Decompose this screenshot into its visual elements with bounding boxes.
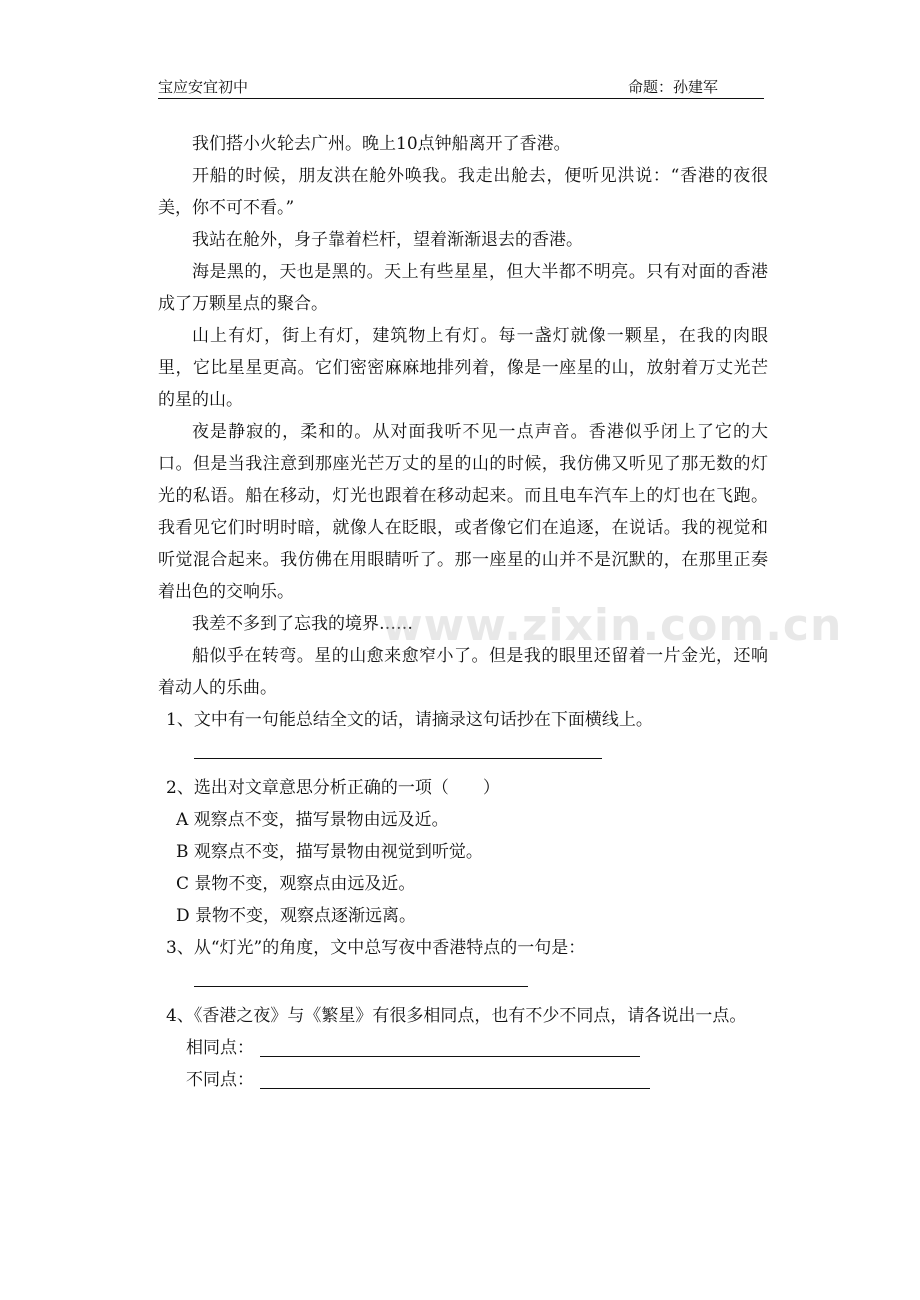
passage-paragraph-5: 山上有灯，街上有灯，建筑物上有灯。每一盏灯就像一颗星，在我的肉眼里，它比星星更高。它们密密麻麻地排列着，像是一座星的山，放射着万丈光芒的星的山。 [158,326,768,410]
question-2: 2、选出对文章意思分析正确的一项（ ） [166,778,500,798]
same-point-label: 相同点： [186,1038,254,1058]
question-2-option-c[interactable]: C 景物不变，观察点由远及近。 [176,874,416,894]
same-point-row [158,1032,768,1064]
different-point-label: 不同点： [186,1070,254,1090]
page-header [158,74,764,99]
header-author: 命题：孙建军 [628,78,719,96]
question-2-option-b[interactable]: B 观察点不变，描写景物由视觉到听觉。 [176,842,483,862]
question-2-option-d[interactable]: D 景物不变，观察点逐渐远离。 [176,906,417,926]
question-2-option-a[interactable]: A 观察点不变，描写景物由远及近。 [176,810,449,830]
question-4: 4、《香港之夜》与《繁星》有很多相同点，也有不少不同点，请各说出一点。 [166,1006,747,1026]
passage-paragraph-7: 我差不多到了忘我的境界…… [192,614,413,634]
question-3-answer-area[interactable] [158,964,768,996]
question-1-answer-line [194,758,602,759]
different-point-row [158,1064,768,1096]
passage-paragraph-3: 我站在舱外，身子靠着栏杆，望着渐渐退去的香港。 [192,230,583,250]
passage-paragraph-2: 开船的时候，朋友洪在舱外唤我。我走出舱去，便听见洪说：“香港的夜很美，你不可不看。” [158,166,768,218]
question-1-answer-area[interactable] [158,736,768,768]
different-point-answer-line[interactable] [260,1088,650,1089]
same-point-answer-line[interactable] [260,1056,640,1057]
header-school: 宝应安宜初中 [158,78,249,96]
question-3-answer-line [194,986,528,987]
question-1: 1、文中有一句能总结全文的话，请摘录这句话抄在下面横线上。 [166,710,653,730]
question-3: 3、从“灯光”的角度，文中总写夜中香港特点的一句是： [166,938,586,958]
passage-paragraph-8: 船似乎在转弯。星的山愈来愈窄小了。但是我的眼里还留着一片金光，还响着动人的乐曲。 [158,646,768,698]
passage-paragraph-1: 我们搭小火轮去广州。晚上10点钟船离开了香港。 [192,134,571,154]
watermark: www.zixin.com.cn [382,600,843,651]
passage-paragraph-6: 夜是静寂的，柔和的。从对面我听不见一点声音。香港似乎闭上了它的大口。但是当我注意到那座光芒万丈的星的山的时候，我仿佛又听见了那无数的灯光的私语。船在移动，灯光也跟着在移动起来。而且电车汽车上的灯也在飞跑。我看见它们时明时暗，就像人在眨眼，或者像它们在追逐，在说话。我的视觉和听觉混合起来。我仿佛在用眼睛听了。那一座星的山并不是沉默的，在那里正奏着出色的交响乐。 [158,422,768,602]
passage-paragraph-4: 海是黑的，天也是黑的。天上有些星星，但大半都不明亮。只有对面的香港成了万颗星点的聚合。 [158,262,768,314]
